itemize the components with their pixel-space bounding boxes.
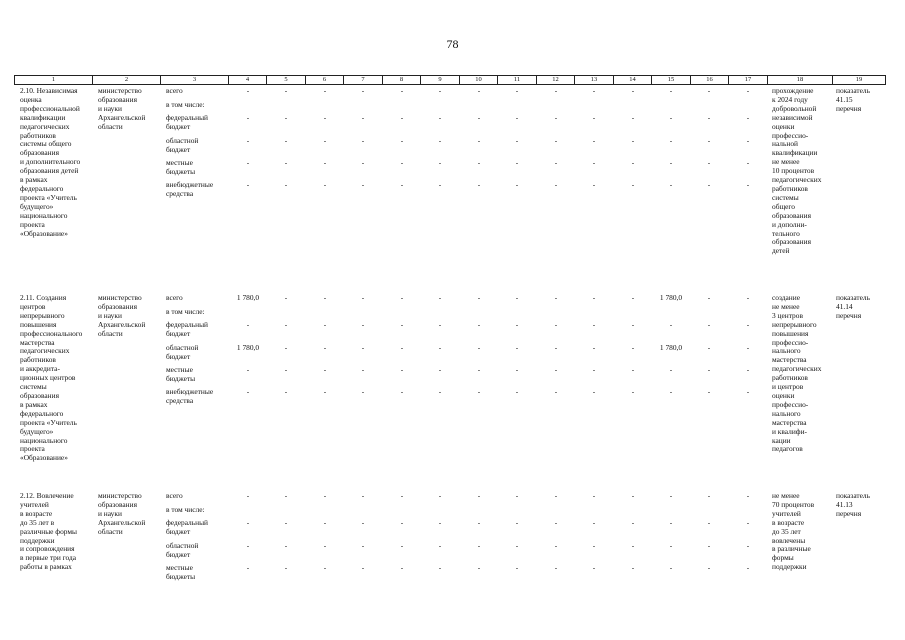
empty-value-dash: - [631,113,635,122]
empty-value-dash: - [669,86,673,95]
column-number-3: 3 [161,76,229,85]
column-number-13: 13 [575,76,614,85]
empty-value-dash: - [515,136,519,145]
empty-value-dash: - [477,491,481,500]
empty-value-dash: - [438,86,442,95]
empty-value-dash: - [746,320,750,329]
indicator-reference: показатель 41.15 перечня [836,86,870,113]
empty-value-dash: - [746,293,750,302]
empty-value-dash: - [515,518,519,527]
empty-value-dash: - [554,86,558,95]
empty-value-dash: - [361,491,365,500]
empty-value-dash: - [592,113,596,122]
empty-value-dash: - [323,491,327,500]
column-number-8: 8 [383,76,421,85]
empty-value-dash: - [515,343,519,352]
empty-value-dash: - [284,113,288,122]
empty-value-dash: - [669,320,673,329]
empty-value-dash: - [477,365,481,374]
empty-value-dash: - [746,86,750,95]
empty-value-dash: - [554,541,558,550]
column-number-4: 4 [229,76,267,85]
empty-value-dash: - [669,158,673,167]
empty-value-dash: - [631,136,635,145]
funding-source-label: в том числе: [166,307,205,316]
empty-value-dash: - [246,180,250,189]
empty-value-dash: - [284,365,288,374]
empty-value-dash: - [246,387,250,396]
empty-value-dash: - [400,343,404,352]
empty-value-dash: - [707,343,711,352]
empty-value-dash: - [592,518,596,527]
empty-value-dash: - [400,387,404,396]
funding-source-label: местные бюджеты [166,158,196,176]
empty-value-dash: - [592,320,596,329]
funding-source-label: местные бюджеты [166,365,196,383]
empty-value-dash: - [323,180,327,189]
funding-source-label: областной бюджет [166,343,199,361]
empty-value-dash: - [477,541,481,550]
executor: министерство образования и науки Архангельской области [98,86,146,131]
column-number-5: 5 [267,76,306,85]
empty-value-dash: - [707,158,711,167]
empty-value-dash: - [477,113,481,122]
indicator-reference: показатель 41.13 перечня [836,491,870,518]
column-number-7: 7 [344,76,383,85]
empty-value-dash: - [323,320,327,329]
column-number-16: 16 [691,76,729,85]
column-number-19: 19 [833,76,886,85]
empty-value-dash: - [477,136,481,145]
indicator-reference: показатель 41.14 перечня [836,293,870,320]
empty-value-dash: - [554,491,558,500]
empty-value-dash: - [554,365,558,374]
funding-value: 1 780,0 [659,343,683,352]
empty-value-dash: - [438,343,442,352]
column-number-18: 18 [768,76,833,85]
empty-value-dash: - [746,541,750,550]
empty-value-dash: - [515,180,519,189]
column-number-11: 11 [498,76,537,85]
empty-value-dash: - [284,293,288,302]
empty-value-dash: - [554,136,558,145]
empty-value-dash: - [284,563,288,572]
empty-value-dash: - [438,180,442,189]
empty-value-dash: - [707,518,711,527]
empty-value-dash: - [746,136,750,145]
empty-value-dash: - [284,491,288,500]
empty-value-dash: - [477,518,481,527]
empty-value-dash: - [592,136,596,145]
empty-value-dash: - [592,387,596,396]
empty-value-dash: - [669,541,673,550]
column-number-15: 15 [652,76,691,85]
empty-value-dash: - [707,387,711,396]
empty-value-dash: - [400,293,404,302]
empty-value-dash: - [323,365,327,374]
empty-value-dash: - [631,518,635,527]
empty-value-dash: - [631,563,635,572]
empty-value-dash: - [631,541,635,550]
empty-value-dash: - [477,180,481,189]
empty-value-dash: - [361,387,365,396]
empty-value-dash: - [669,563,673,572]
empty-value-dash: - [323,518,327,527]
empty-value-dash: - [669,365,673,374]
funding-source-label: в том числе: [166,100,205,109]
funding-source-label: внебюджетные средства [166,180,214,198]
measure-name: 2.11. Создания центров непрерывного повышения профессионального мастерства педагогических работников и аккредита- ционных центров системы образования в рамках федерального проекта «Учитель будущего» национального проекта «Образование» [20,293,83,463]
empty-value-dash: - [746,518,750,527]
empty-value-dash: - [400,365,404,374]
empty-value-dash: - [477,320,481,329]
empty-value-dash: - [707,180,711,189]
empty-value-dash: - [707,293,711,302]
expected-result: прохождение к 2024 году добровольной независимой оценки профессио- нальной квалификации не менее 10 процентов педагогических работников системы общего образования и дополни- тельного образования детей [772,86,822,256]
empty-value-dash: - [669,136,673,145]
empty-value-dash: - [361,158,365,167]
empty-value-dash: - [361,293,365,302]
empty-value-dash: - [669,518,673,527]
empty-value-dash: - [438,563,442,572]
empty-value-dash: - [746,158,750,167]
empty-value-dash: - [592,563,596,572]
empty-value-dash: - [477,343,481,352]
empty-value-dash: - [554,293,558,302]
empty-value-dash: - [707,113,711,122]
empty-value-dash: - [477,563,481,572]
empty-value-dash: - [554,563,558,572]
column-number-14: 14 [614,76,652,85]
funding-source-label: областной бюджет [166,541,199,559]
empty-value-dash: - [438,491,442,500]
empty-value-dash: - [554,113,558,122]
column-number-header [14,75,886,85]
empty-value-dash: - [400,491,404,500]
empty-value-dash: - [284,158,288,167]
funding-source-label: всего [166,491,183,500]
empty-value-dash: - [592,365,596,374]
empty-value-dash: - [400,563,404,572]
empty-value-dash: - [746,387,750,396]
empty-value-dash: - [284,387,288,396]
empty-value-dash: - [515,541,519,550]
empty-value-dash: - [592,343,596,352]
executor: министерство образования и науки Архангельской области [98,491,146,536]
empty-value-dash: - [515,158,519,167]
empty-value-dash: - [323,136,327,145]
empty-value-dash: - [361,320,365,329]
empty-value-dash: - [592,86,596,95]
empty-value-dash: - [400,320,404,329]
funding-source-label: внебюджетные средства [166,387,214,405]
funding-value: 1 780,0 [236,293,260,302]
empty-value-dash: - [361,563,365,572]
empty-value-dash: - [554,387,558,396]
empty-value-dash: - [361,136,365,145]
empty-value-dash: - [438,136,442,145]
empty-value-dash: - [400,518,404,527]
empty-value-dash: - [515,563,519,572]
empty-value-dash: - [323,541,327,550]
column-number-1: 1 [15,76,93,85]
empty-value-dash: - [631,293,635,302]
empty-value-dash: - [246,86,250,95]
empty-value-dash: - [707,563,711,572]
empty-value-dash: - [631,86,635,95]
empty-value-dash: - [707,491,711,500]
empty-value-dash: - [631,491,635,500]
empty-value-dash: - [515,365,519,374]
empty-value-dash: - [554,343,558,352]
empty-value-dash: - [515,86,519,95]
measure-name: 2.10. Независимая оценка профессиональной квалификации педагогических работников системы общего образования и дополнительного образования детей в рамках федерального проекта «Учитель будущего» национального проекта «Образование» [20,86,81,238]
empty-value-dash: - [400,180,404,189]
empty-value-dash: - [438,518,442,527]
page-number: 78 [446,37,459,51]
empty-value-dash: - [515,491,519,500]
column-number-17: 17 [729,76,768,85]
empty-value-dash: - [361,365,365,374]
empty-value-dash: - [246,320,250,329]
empty-value-dash: - [284,136,288,145]
empty-value-dash: - [707,86,711,95]
empty-value-dash: - [284,180,288,189]
funding-source-label: федеральный бюджет [166,518,208,536]
empty-value-dash: - [631,180,635,189]
empty-value-dash: - [592,541,596,550]
empty-value-dash: - [515,113,519,122]
empty-value-dash: - [592,293,596,302]
empty-value-dash: - [438,365,442,374]
funding-source-label: федеральный бюджет [166,113,208,131]
empty-value-dash: - [746,180,750,189]
empty-value-dash: - [246,541,250,550]
empty-value-dash: - [438,158,442,167]
empty-value-dash: - [631,343,635,352]
expected-result: не менее 70 процентов учителей в возрасте до 35 лет вовлечены в различные формы поддержки [772,491,815,572]
column-number-10: 10 [460,76,498,85]
empty-value-dash: - [361,180,365,189]
empty-value-dash: - [323,343,327,352]
empty-value-dash: - [323,158,327,167]
empty-value-dash: - [631,158,635,167]
empty-value-dash: - [477,86,481,95]
empty-value-dash: - [554,180,558,189]
empty-value-dash: - [515,387,519,396]
empty-value-dash: - [746,113,750,122]
empty-value-dash: - [400,113,404,122]
empty-value-dash: - [438,387,442,396]
column-number-12: 12 [537,76,575,85]
empty-value-dash: - [554,518,558,527]
empty-value-dash: - [707,365,711,374]
executor: министерство образования и науки Архангельской области [98,293,146,338]
empty-value-dash: - [246,158,250,167]
empty-value-dash: - [669,113,673,122]
empty-value-dash: - [746,563,750,572]
empty-value-dash: - [323,86,327,95]
empty-value-dash: - [515,320,519,329]
expected-result: создание не менее 3 центров непрерывного повышения профессио- нального мастерства педагогических работников и центров оценки профессио- нального мастерства и квалифи- кации педагогов [772,293,822,454]
column-number-2: 2 [93,76,161,85]
empty-value-dash: - [284,343,288,352]
empty-value-dash: - [246,113,250,122]
funding-source-label: всего [166,86,183,95]
funding-source-label: в том числе: [166,505,205,514]
empty-value-dash: - [400,136,404,145]
empty-value-dash: - [246,365,250,374]
empty-value-dash: - [438,541,442,550]
funding-value: 1 780,0 [236,343,260,352]
empty-value-dash: - [400,86,404,95]
empty-value-dash: - [284,518,288,527]
empty-value-dash: - [746,491,750,500]
empty-value-dash: - [246,491,250,500]
empty-value-dash: - [707,320,711,329]
empty-value-dash: - [361,86,365,95]
empty-value-dash: - [361,113,365,122]
empty-value-dash: - [284,320,288,329]
empty-value-dash: - [515,293,519,302]
empty-value-dash: - [707,136,711,145]
empty-value-dash: - [554,158,558,167]
empty-value-dash: - [477,158,481,167]
empty-value-dash: - [400,541,404,550]
empty-value-dash: - [669,180,673,189]
empty-value-dash: - [592,180,596,189]
empty-value-dash: - [323,293,327,302]
empty-value-dash: - [746,343,750,352]
funding-source-label: всего [166,293,183,302]
empty-value-dash: - [631,320,635,329]
empty-value-dash: - [246,136,250,145]
empty-value-dash: - [477,293,481,302]
empty-value-dash: - [438,113,442,122]
empty-value-dash: - [323,563,327,572]
empty-value-dash: - [284,541,288,550]
funding-source-label: местные бюджеты [166,563,196,581]
empty-value-dash: - [361,541,365,550]
empty-value-dash: - [592,491,596,500]
empty-value-dash: - [438,293,442,302]
empty-value-dash: - [438,320,442,329]
empty-value-dash: - [554,320,558,329]
empty-value-dash: - [592,158,596,167]
empty-value-dash: - [746,365,750,374]
funding-source-label: федеральный бюджет [166,320,208,338]
empty-value-dash: - [669,387,673,396]
empty-value-dash: - [477,387,481,396]
empty-value-dash: - [323,387,327,396]
funding-source-label: областной бюджет [166,136,199,154]
empty-value-dash: - [631,365,635,374]
column-number-6: 6 [306,76,344,85]
empty-value-dash: - [707,541,711,550]
column-number-9: 9 [421,76,460,85]
empty-value-dash: - [361,518,365,527]
empty-value-dash: - [361,343,365,352]
empty-value-dash: - [246,518,250,527]
empty-value-dash: - [400,158,404,167]
funding-value: 1 780,0 [659,293,683,302]
empty-value-dash: - [631,387,635,396]
empty-value-dash: - [669,491,673,500]
empty-value-dash: - [284,86,288,95]
measure-name: 2.12. Вовлечение учителей в возрасте до 35 лет в различные формы поддержки и сопровождения в первые три года работы в рамках [20,491,78,572]
empty-value-dash: - [246,563,250,572]
empty-value-dash: - [323,113,327,122]
